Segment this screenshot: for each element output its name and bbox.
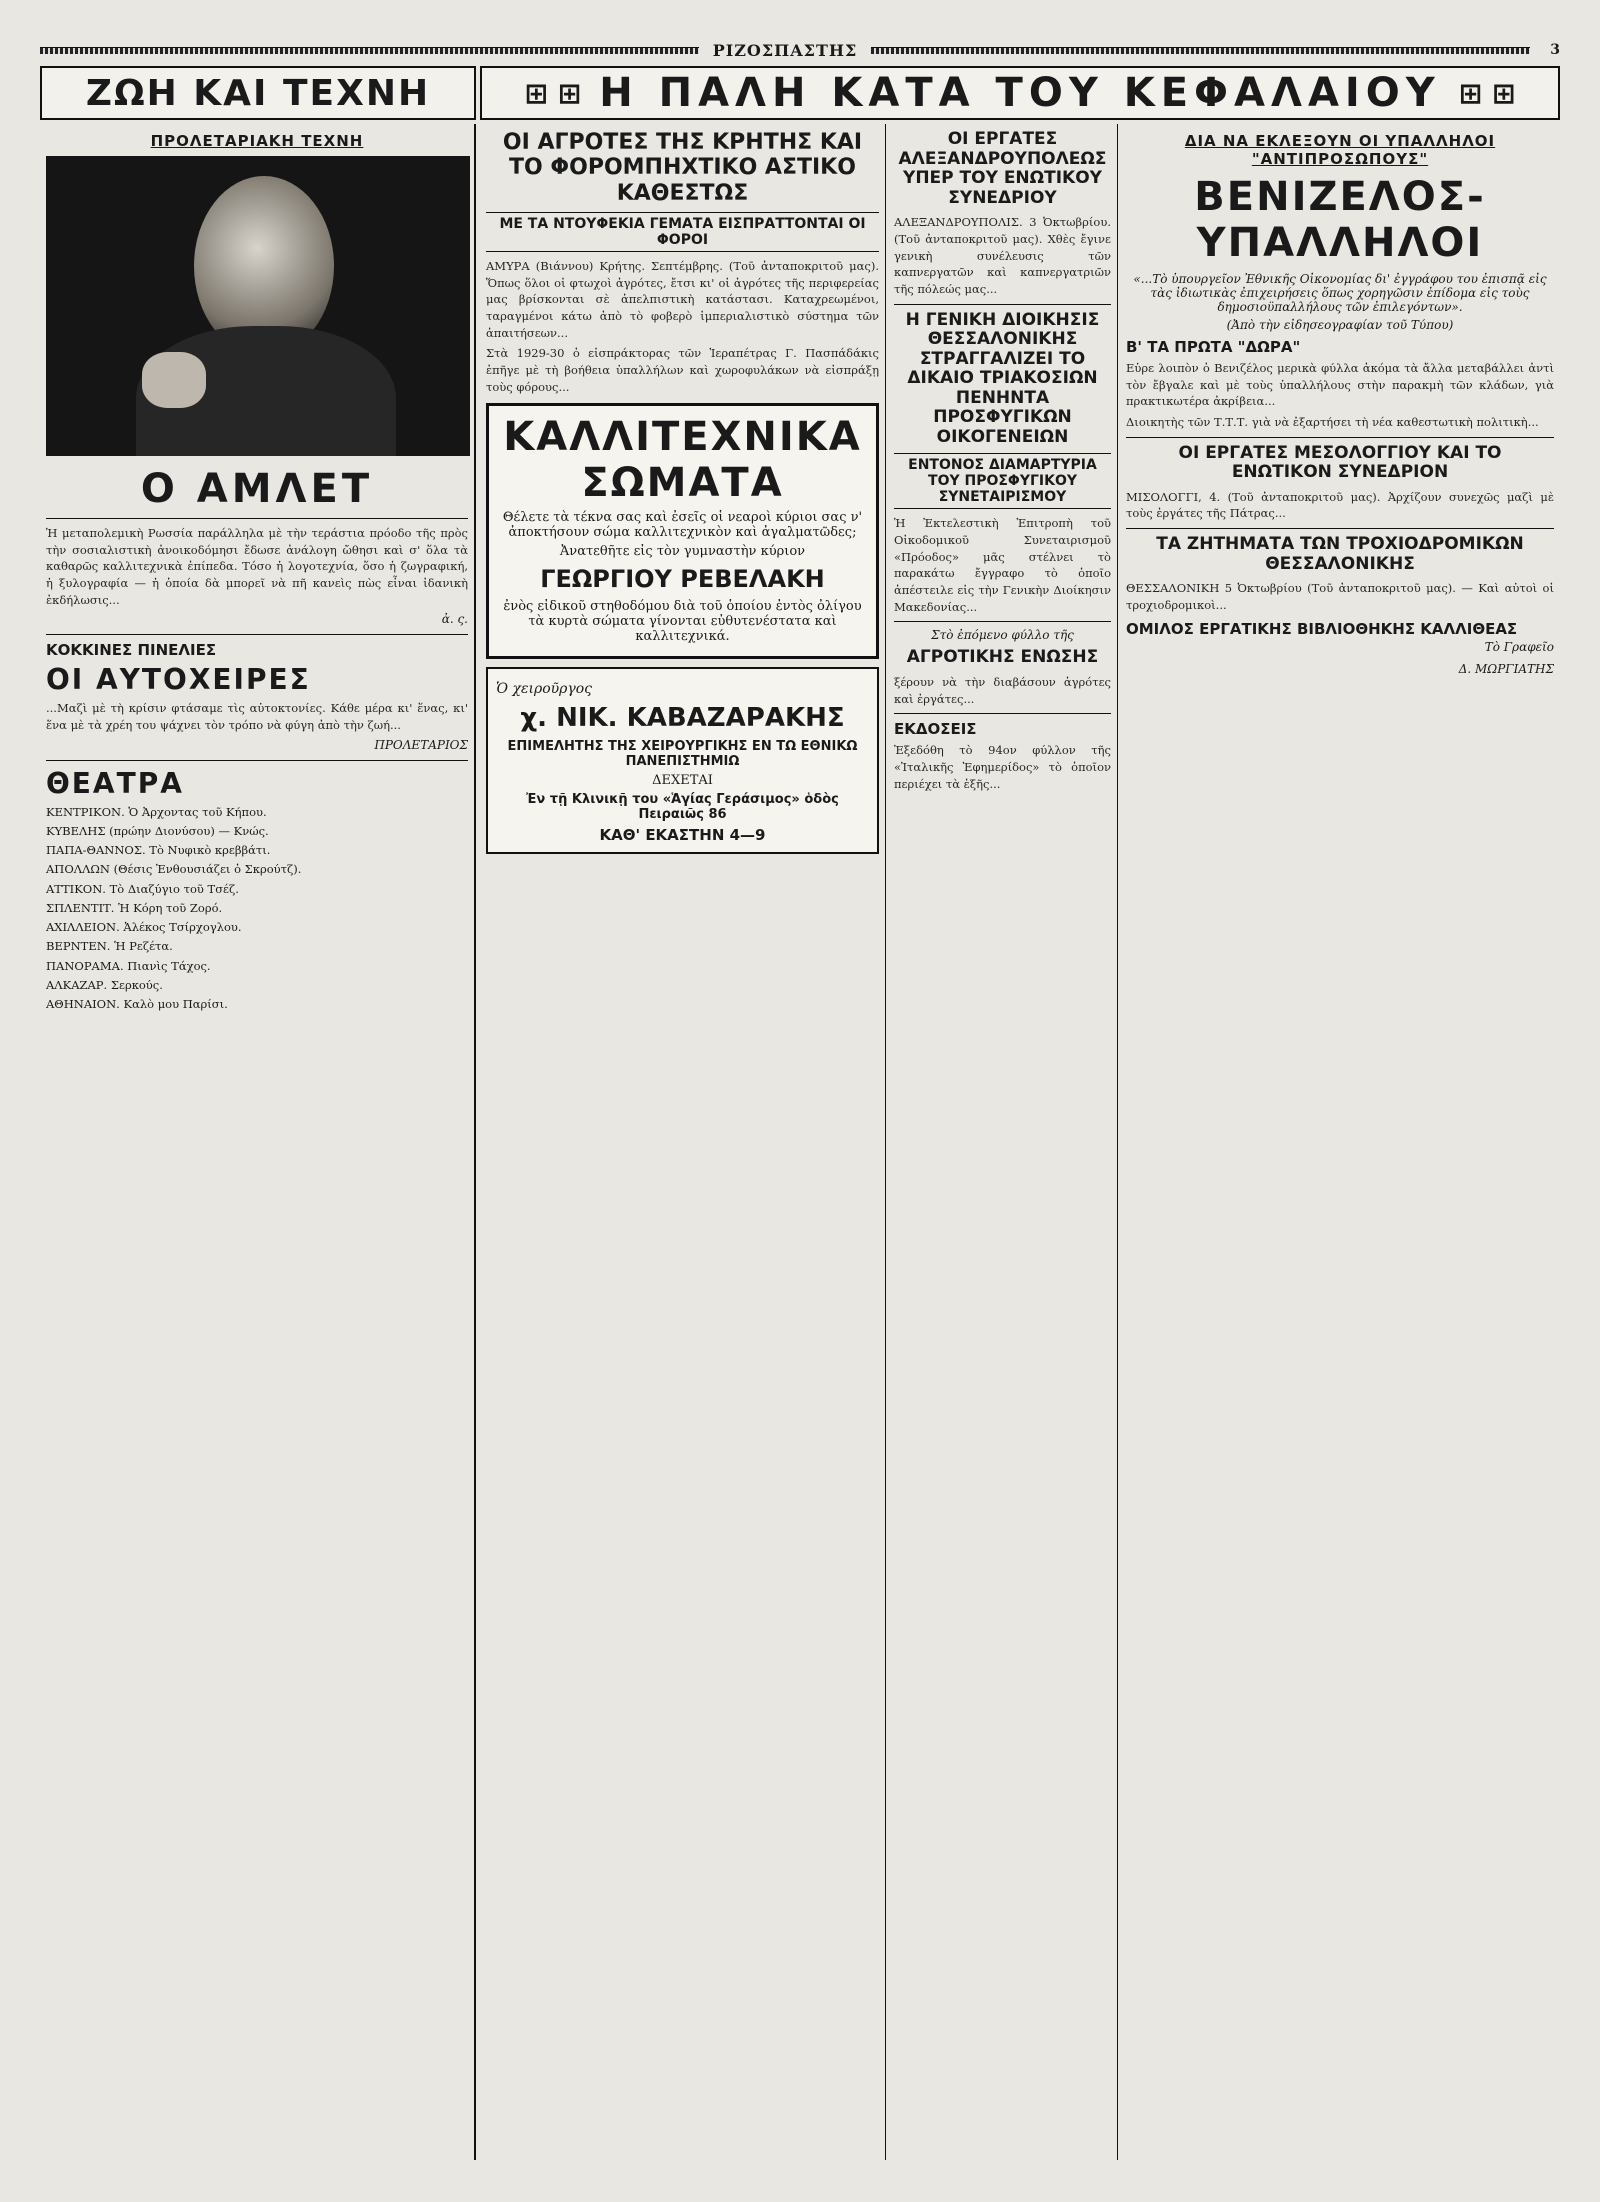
ornament-icon: ⊞ ⊞ (1458, 76, 1516, 110)
advertisement-surgeon (486, 667, 879, 854)
kicker-employees: ΔΙΑ ΝΑ ΕΚΛΕΞΟΥΝ ΟΙ ΥΠΑΛΛΗΛΟΙ "ΑΝΤΙΠΡΟΣΩΠΟΥΣ" (1184, 132, 1496, 168)
ad-title: ΚΑΛΛΙΤΕΧΝΙΚΑ ΣΩΜΑΤΑ (503, 414, 862, 507)
quote-source: (Ἀπὸ τὴν εἰδησεογραφίαν τοῦ Τύπου) (1226, 318, 1454, 332)
section-title-left: ΖΩΗ ΚΑΙ ΤΕΧΝΗ (85, 72, 431, 114)
deck-refugees: ΕΝΤΟΝΟΣ ΔΙΑΜΑΡΤΥΡΙΑ ΤΟΥ ΠΡΟΣΦΥΓΙΚΟΥ ΣΥΝΕΤΑΙΡΙΣΜΟΥ (894, 453, 1111, 509)
kicker-kokkines: ΚΟΚΚΙΝΕΣ ΠΙΝΕΛΙΕΣ (46, 641, 217, 660)
notice-omilos: ΟΜΙΛΟΣ ΕΡΓΑΤΙΚΗΣ ΒΙΒΛΙΟΘΗΚΗΣ ΚΑΛΛΙΘΕΑΣ (1126, 619, 1518, 638)
article-body-mesologgi: ΜΙΣΟΛΟΓΓΙ, 4. (Τοῦ ἀνταποκριτοῦ μας). Ἀρχίζουν συνεχῶς μαζὶ μὲ τοὺς ἐργάτες τῆς Πάτρας... (1126, 489, 1554, 521)
theatres-list (46, 804, 468, 1014)
headline-thessaloniki: Η ΓΕΝΙΚΗ ΔΙΟΙΚΗΣΙΣ ΘΕΣΣΑΛΟΝΙΚΗΣ ΣΤΡΑΓΓΑΛΙΖΕΙ ΤΟ ΔΙΚΑΙΟ ΤΡΙΑΚΟΣΙΩΝ ΠΕΝΗΝΤΑ ΠΡΟΣΦΥΓΙΚΩΝ ΟΙΚΟΓΕΝΕΙΩΝ (905, 309, 1100, 447)
ad-name: ΓΕΩΡΓΙΟΥ ΡΕΒΕΛΑΚΗ (540, 565, 825, 594)
paper-name: ΡΙΖΟΣΠΑΣΤΗΣ (712, 40, 858, 60)
divider (46, 634, 468, 635)
headline-venizelos: ΒΕΝΙΖΕΛΟΣ-ΥΠΑΛΛΗΛΟΙ (1194, 174, 1486, 266)
theatre-listing: ΑΠΟΛΛΩΝ (Θέσις Ἐνθουσιάζει ὁ Σκρούτζ). (46, 862, 302, 877)
column-venizelos (1120, 124, 1560, 2160)
masthead (40, 40, 1560, 60)
article-body-venizelos-2: Διοικητὴς τῶν Τ.Τ.Τ. γιὰ νὰ ἐξαρτήσει τὴ νέα καθεστωτικὴ πολιτικὴ... (1126, 415, 1539, 430)
article-title-autoxeires: ΟΙ ΑΥΤΟΧΕΙΡΕΣ (46, 663, 311, 697)
column-life-and-art (40, 124, 476, 2160)
theatre-listing: ΚΕΝΤΡΙΚΟΝ. Ὁ Ἀρχοντας τοῦ Κήπου. (46, 804, 267, 819)
article-body-agrotiki: ξέρουν νὰ τὴν διαβάσουν ἀγρότες καὶ ἐργάτες... (894, 674, 1111, 706)
headline-trams: ΤΑ ΖΗΤΗΜΑΤΑ ΤΩΝ ΤΡΟΧΙΟΔΡΟΜΙΚΩΝ ΘΕΣΣΑΛΟΝΙΚΗΣ (1156, 534, 1524, 574)
divider (46, 518, 468, 519)
portrait-photo (46, 156, 470, 456)
kicker-proletarian-art: ΠΡΟΛΕΤΑΡΙΑΚΗ ΤΕΧΝΗ (150, 132, 364, 150)
ad-receives: ΔΕΧΕΤΑΙ (652, 773, 713, 789)
theatre-listing: ΑΤΤΙΚΟΝ. Τὸ Διαζύγιο τοῦ Τσέζ. (46, 881, 239, 896)
ad-text: Ἀνατεθῆτε εἰς τὸν γυμναστὴν κύριον (559, 544, 806, 560)
subhead-gifts: Β' ΤΑ ΠΡΩΤΑ "ΔΩΡΑ" (1126, 338, 1301, 356)
theatre-listing: ΚΥΒΕΛΗΣ (πρώην Διονύσου) — Κνώς. (46, 823, 269, 838)
notice-signature: Τὸ Γραφεῖο (1484, 639, 1554, 654)
article-body-trams: ΘΕΣΣΑΛΟΝΙΚΗ 5 Ὀκτωβρίου (Τοῦ ἀνταποκριτοῦ μας). — Καὶ αὐτοὶ οἱ τροχιοδρομικοὶ... (1126, 581, 1554, 612)
article-body-crete: ΑΜΥΡΑ (Βιάννου) Κρήτης. Σεπτέμβρης. (Τοῦ ἀνταποκριτοῦ μας). Ὅπως ὅλοι οἱ φτωχοὶ ἀγρότες, ἔτσι κι' οἱ ἀγρότες τῆς περιφερείας μας βρίσκονται σὲ ἀπελπιστικὴ κατάστασι. Καταχρεωμένοι, ταραγμένοι κάτω ἀπὸ τὸ φοβερὸ ἰμπεριαλιστικὸ σύστημα τῶν ἀπαιτήσεων... (486, 258, 879, 340)
section-band-right (480, 66, 1560, 120)
article-signature-amlet: ἀ. ς. (441, 612, 468, 627)
masthead-rule-right (871, 47, 1530, 54)
headline-crete-farmers: ΟΙ ΑΓΡΟΤΕΣ ΤΗΣ ΚΡΗΤΗΣ ΚΑΙ ΤΟ ΦΟΡΟΜΠΗΧΤΙΚΟ ΑΣΤΙΚΟ ΚΑΘΕΣΤΩΣ (502, 130, 863, 206)
advertisement-rebelakis (486, 403, 879, 659)
agrotiki-intro: Στὸ ἐπόμενο φύλλο τῆς (931, 628, 1074, 643)
theatre-listing: ΣΠΛΕΝΤΙΤ. Ἡ Κόρη τοῦ Ζορό. (46, 900, 223, 915)
headline-ekdoseis: ΕΚΔΟΣΕΙΣ (894, 720, 977, 739)
headline-agrotiki: ΑΓΡΟΤΙΚΗΣ ΕΝΩΣΗΣ (906, 647, 1099, 668)
article-body-autoxeires: ...Μαζὶ μὲ τὴ κρίσιν φτάσαμε τὶς αὐτοκτονίες. Κάθε μέρα κι' ἕνας, κι' ἕνα μὲ τὰ χρέη του ψάχνει τὸν τρόπο νὰ φύγη ἀπὸ τὴν ζωή... (46, 701, 468, 733)
article-body-amlet: Ἡ μεταπολεμικὴ Ρωσσία παράλληλα μὲ τὴν τεράστια πρόοδο τῆς πρὸς τὴν σοσιαλιστικὴ ἀνοικοδόμησι ἔδωσε ἀνάλογη ὤθησι καὶ σ' ὅλα τὰ καθαρῶς καλλιτεχνικὰ ἐπίπεδα. Τόσο ἡ λογοτεχνία, ὅσο ἡ ζωγραφική, ἡ ξυλογραφία — ἡ ὁποία δὰ μπορεῖ νὰ πῆ κανεὶς πὼς εἶναι ἰδανικὴ ἐκδήλωσις... (46, 526, 468, 607)
article-body-refugees: Ἡ Ἐκτελεστικὴ Ἐπιτροπὴ τοῦ Οἰκοδομικοῦ Συνεταιρισμοῦ «Πρόοδος» μᾶς στέλνει τὸ παρακάτω ἔγγραφο τὸ ὁποῖο ἀπέστειλε εἰς τὴν Γενικὴν Διοίκησιν Μακεδονίας... (894, 516, 1111, 614)
column-crete-farmers (480, 124, 886, 2160)
ad-doctor-name: χ. ΝΙΚ. ΚΑΒΑΖΑΡΑΚΗΣ (520, 703, 845, 734)
theatre-listing: ΒΕΡΝΤΕΝ. Ἡ Ρεζέτα. (46, 939, 173, 954)
divider (894, 621, 1111, 622)
theatre-listing: ΠΑΠΑ-ΘΑΝΝΟΣ. Τὸ Νυφικὸ κρεββάτι. (46, 843, 271, 858)
ad-text: ἐνὸς εἰδικοῦ στηθοδόμου διὰ τοῦ ὁποίου ἐντὸς ὀλίγου τὰ κυρτὰ σώματα γίνονται εὐθυτενέστατα καὶ καλλιτεχνικά. (503, 599, 862, 645)
divider (894, 304, 1111, 305)
portrait-hand (142, 352, 206, 408)
theatre-listing: ΑΘΗΝΑΙΟΝ. Καλὸ μου Παρίσι. (46, 997, 228, 1012)
article-signature-proletarios: ΠΡΟΛΕΤΑΡΙΟΣ (374, 737, 468, 752)
ad-address: Ἐν τῇ Κλινικῇ του «Ἁγίας Γεράσιμος» ὁδὸς Πειραιῶς 86 (526, 792, 839, 823)
headline-alexandroupolis: ΟΙ ΕΡΓΑΤΕΣ ΑΛΕΞΑΝΔΡΟΥΠΟΛΕΩΣ ΥΠΕΡ ΤΟΥ ΕΝΩΤΙΚΟΥ ΣΥΝΕΔΡΙΟΥ (898, 129, 1107, 208)
article-body-ekdoseis: Ἐξεδόθη τὸ 94ον φύλλον τῆς «Ἰταλικῆς Ἐφημερίδος» τὸ ὁποῖον περιέχει τὰ ἑξῆς... (894, 743, 1111, 791)
quote-text: «...Τὸ ὑπουργεῖον Ἐθνικῆς Οἰκονομίας δι' ἐγγράφου του ἐπισπᾷ εἰς τὰς ἰδιωτικὰς ἐπιχειρήσεις ὅπως χορηγῶσιν ἐπίδομα εἰς τοὺς δημοσιοϋπαλλήλους τῶν ἐπιλεγόντων». (1133, 272, 1547, 314)
article-body-crete-2: Στὰ 1929-30 ὁ εἰσπράκτορας τῶν Ἱεραπέτρας Γ. Πασπάδάκις ἐπῆγε μὲ τὴ βοήθεια ὑπαλλήλων καὶ χωροφυλάκων νὰ εἰσπράξῃ τοὺς φόρους... (486, 346, 879, 394)
theatre-listing: ΑΧΙΛΛΕΙΟΝ. Ἀλέκος Τσίρχογλου. (46, 920, 242, 935)
divider (1126, 437, 1554, 438)
article-body-venizelos: Εὑρε λοιπὸν ὁ Βενιζέλος μερικὰ φύλλα ἀκόμα τὰ ἄλλα μεταβάλλει ἀντὶ τὸν ἔβγαλε καὶ μὲ τοὺς ὑπαλλήλους στὴν παρακμὴ τῶν κλάδων, γιὰ πρακτικωτέρα ἀκρίβεια... (1126, 361, 1554, 409)
ad-doctor-title: ΕΠΙΜΕΛΗΤΗΣ ΤΗΣ ΧΕΙΡΟΥΡΓΙΚΗΣ ΕΝ ΤΩ ΕΘΝΙΚΩ ΠΑΝΕΠΙΣΤΗΜΙΩ (507, 739, 858, 770)
deck-taxes: ΜΕ ΤΑ ΝΤΟΥΦΕΚΙΑ ΓΕΜΑΤΑ ΕΙΣΠΡΑΤΤΟΝΤΑΙ ΟΙ ΦΟΡΟΙ (486, 212, 879, 252)
article-body-alexandroupolis: ΑΛΕΞΑΝΔΡΟΥΠΟΛΙΣ. 3 Ὀκτωβρίου. (Τοῦ ἀνταποκριτοῦ μας). Χθὲς ἔγινε γενικὴ συνέλευσις τῶν καπνεργατῶν καὶ καπνεργατριῶν τῆς πόλεώς μας... (894, 215, 1111, 296)
article-title-amlet: Ο ΑΜΛΕΤ (140, 466, 374, 512)
divider (1126, 528, 1554, 529)
ad-doctor-label: Ὁ χειροῦργος (496, 681, 593, 698)
theatre-listing: ΠΑΝΟΡΑΜΑ. Πιανὶς Τάχος. (46, 958, 211, 973)
ornament-icon: ⊞ ⊞ (524, 76, 582, 110)
masthead-rule-left (40, 47, 699, 54)
section-title-right: Η ΠΑΛΗ ΚΑΤΑ ΤΟΥ ΚΕΦΑΛΑΙΟΥ (599, 70, 1441, 116)
divider (894, 713, 1111, 714)
column-workers (888, 124, 1118, 2160)
theatres-title: ΘΕΑΤΡΑ (46, 766, 184, 800)
article-signature: Δ. ΜΩΡΓΙΑΤΗΣ (1458, 661, 1554, 676)
ad-text: Θέλετε τὰ τέκνα σας καὶ ἐσεῖς οἱ νεαροὶ κύριοι σας ν' ἀποκτήσουν σώμα καλλιτεχνικὸν καὶ ἀγαλματῶδες; (502, 510, 863, 541)
headline-mesologgi: ΟΙ ΕΡΓΑΤΕΣ ΜΕΣΟΛΟΓΓΙΟΥ ΚΑΙ ΤΟ ΕΝΩΤΙΚΟΝ ΣΥΝΕΔΡΙΟΝ (1178, 442, 1502, 483)
page-number: 3 (1550, 42, 1560, 58)
section-band-left (40, 66, 476, 120)
divider (46, 760, 468, 761)
theatre-listing: ΑΛΚΑΖΑΡ. Σερκούς. (46, 977, 163, 992)
ad-hours: ΚΑΘ' ΕΚΑΣΤΗΝ 4—9 (599, 826, 766, 845)
